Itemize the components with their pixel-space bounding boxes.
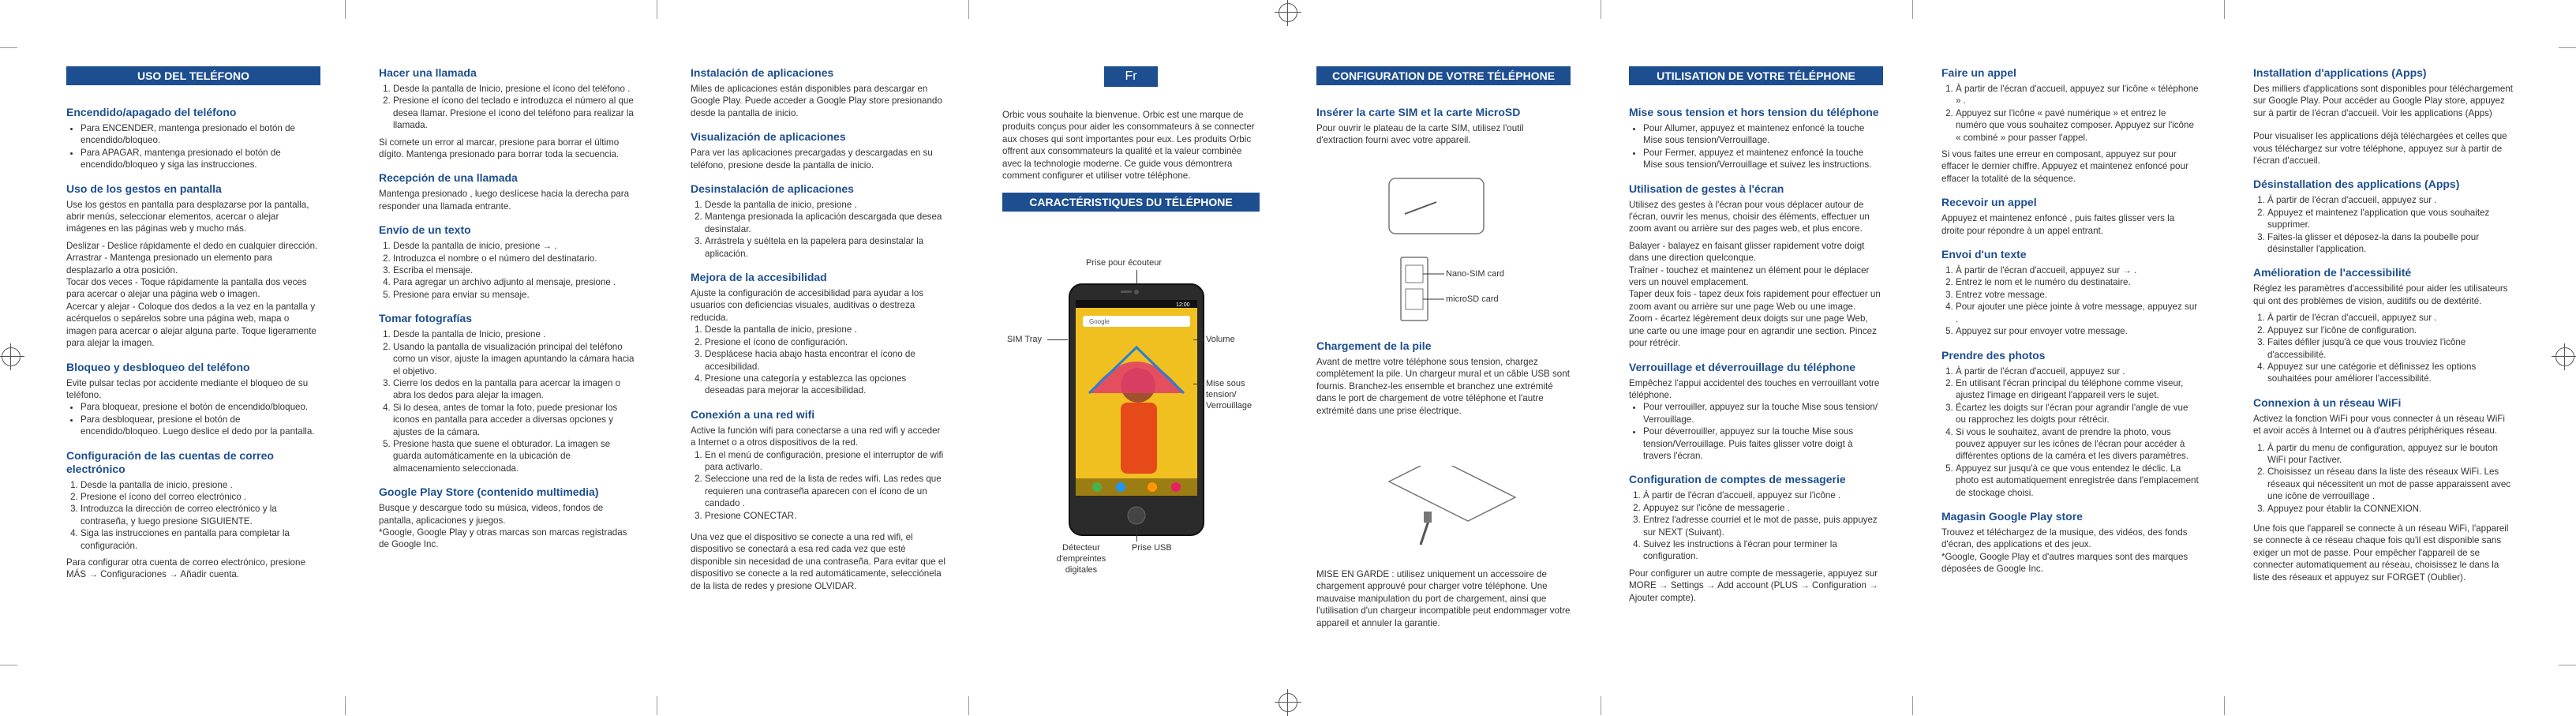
list-item: 5. Appuyez sur pour envoyer votre message. (1956, 325, 2199, 337)
list-item: 3. Cierre los dedos en la pantalla para acercar la imagen o abra los dedos para alejar la imagen. (393, 377, 636, 402)
crop-mark (0, 47, 17, 48)
list-item: • Pour déverrouiller, appuyez sur la touche Mise sous tension/Verrouillage. Puis faites glisser votre doigt à travers l'écran. (1643, 425, 1883, 462)
list-item: 3. Faites défiler jusqu'à ce que vous trouviez l'icône d'accessibilité. (2267, 336, 2514, 361)
list-item: 3. Escriba el mensaje. (393, 264, 636, 276)
paragraph: Para ver las aplicaciones precargadas y descargadas en su teléfono, presione desde la pantalla de inicio. (691, 148, 933, 171)
list-item: 4. Pour ajouter une pièce jointe à votre message, appuyez sur . (1956, 301, 2199, 325)
paragraph: Una vez que el dispositivo se conecte a una red wifi, el dispositivo se conectará a esa red cada vez que esté disponible sin necesidad de una contraseña. Para evitar que el dispositivo se conecte a la red automáticamente, selecciónela de la lista de redes y presione OLVIDAR. (691, 531, 945, 591)
numbered-list (2253, 194, 2514, 255)
section-title: Recevoir un appel (1941, 196, 2037, 209)
registration-mark-top (1279, 3, 1297, 22)
section-title: Configuración de las cuentas de correo electrónico (66, 448, 274, 475)
column-utilisation (1629, 66, 1883, 609)
paragraph: Active la función wifi para conectarse a una red wifi y acceder a Internet o a otros dispositivos de la red. (691, 425, 941, 448)
paragraph: Para configurar otra cuenta de correo electrónico, presione MÁS → Configuraciones → Añadir cuenta. (66, 557, 305, 580)
section-title: Hacer una llamada (379, 66, 477, 79)
charging-diagram (1373, 466, 1531, 553)
numbered-list (691, 449, 948, 522)
list-item: 2. Choisissez un réseau dans la liste des réseaux WiFi. Les réseaux qui nécessitent un mot de passe apparaissent avec une icône de verrouillage . (2267, 466, 2514, 502)
numbered-list (66, 479, 320, 552)
list-item: • Pour Allumer, appuyez et maintenez enfoncé la touche Mise sous tension/Verrouillage. (1643, 122, 1883, 147)
label-volume: Volume (1206, 335, 1235, 344)
paragraph: Arrastrar - Mantenga presionado un elemento para desplazarlo a otra posición. (66, 253, 273, 276)
list-item: • Para desbloquear, presione el botón de encendido/bloqueo. Luego deslice el dedo por la pantalla. (80, 414, 320, 438)
section-title: Recepción de una llamada (379, 171, 518, 185)
numbered-list (379, 83, 636, 132)
column-aplicaciones (691, 66, 948, 597)
nano-sim-slot (1406, 265, 1423, 283)
intro-paragraph: Orbic vous souhaite la bienvenue. Orbic est une marque de produits conçus pour aider les consommateurs à se connecter aux choses qui sont importantes pour eux. Les produits Orbic offrent aux consommateurs la qualité et la valeur combinée avec la technologie moderne. Ce guide vous démontrera comment configurer et utiliser votre téléphone. (1002, 110, 1255, 182)
section-title: Chargement de la pile (1316, 339, 1432, 352)
paragraph: Deslizar - Deslice rápidamente el dedo en cualquier dirección. (66, 240, 318, 251)
section-title: Prendre des photos (1941, 348, 2046, 362)
numbered-list (1629, 489, 1883, 562)
list-item: 1. À partir du menu de configuration, appuyez sur le bouton WiFi pour l'activer. (2267, 442, 2514, 467)
list-item: 1. Desde la pantalla de Inicio, presione el ícono del teléfono . (393, 83, 636, 95)
list-item: 1. À partir de l'écran d'accueil, appuyez sur . (1956, 365, 2199, 377)
section-title: Connexion à un réseau WiFi (2253, 395, 2402, 409)
section-title: Bloqueo y desbloqueo del teléfono (66, 360, 250, 373)
crop-mark (968, 696, 969, 715)
section-title: Insérer la carte SIM et la carte MicroSD (1316, 106, 1521, 118)
paragraph: Empêchez l'appui accidentel des touches en verrouillant votre téléphone. (1629, 377, 1880, 400)
crop-mark (1912, 0, 1913, 19)
section-title: Désinstallation des applications (Apps) (2253, 178, 2460, 191)
list-item: 2. Presione el ícono del teclado e introduzca el número al que desea llamar. Presione el ícono del teléfono para realizar la llamada. (393, 95, 636, 131)
list-item: 2. Presione el ícono de configuración. (705, 336, 948, 348)
list-item: 3. Arrástrela y suéltela en la papelera para desinstalar la aplicación. (705, 235, 948, 260)
list-item: 1. Desde la pantalla de Inicio, presione . (393, 328, 636, 340)
column-configuration (1316, 66, 1571, 152)
paragraph: Balayer - balayez en faisant glisser rapidement votre doigt dans une direction quelconque. (1629, 240, 1865, 264)
crop-mark (2224, 0, 2225, 19)
list-item: 1. En el menú de configuración, presione el interruptor de wifi para activarlo. (705, 449, 948, 474)
list-item: 1. À partir de l'écran d'accueil, appuyez sur . (2267, 312, 2514, 324)
crop-mark (2559, 47, 2576, 48)
section-title: Envoi d'un texte (1941, 248, 2027, 261)
person-body (1121, 403, 1157, 474)
paragraph: *Google, Google Play y otras marcas son marcas registradas de Google Inc. (379, 527, 627, 550)
numbered-list (1941, 264, 2199, 337)
list-item: 4. Siga las instrucciones en pantalla para completar la configuración. (80, 527, 320, 552)
section-title: Amélioration de l'accessibilité (2253, 266, 2412, 279)
numbered-list (691, 324, 948, 396)
list-item: 3. Desplácese hacia abajo hasta encontrar el ícono de accesibilidad. (705, 348, 948, 373)
paragraph: Use los gestos en pantalla para desplazarse por la pantalla, abrir menús, seleccionar elementos, acercar o alejar imágenes en las páginas web y mucho más. (66, 199, 309, 234)
list-item: 1. Desde la pantalla de inicio, presione . (705, 199, 948, 211)
label-power: Mise sous tension/ Verrouillage (1206, 379, 1252, 410)
list-item: 5. Presione para enviar su mensaje. (393, 289, 636, 301)
paragraph: Miles de aplicaciones están disponibles para descargar en Google Play. Puede acceder a Google Play store presionando desde la pantalla de inicio. (691, 84, 942, 118)
label-usb: Prise USB (1132, 543, 1172, 553)
fingerprint-sensor (1128, 507, 1145, 524)
section-header: UTILISATION DE VOTRE TÉLÉPHONE (1629, 66, 1883, 85)
list-item: 4. Para agregar un archivo adjunto al mensaje, presione . (393, 276, 636, 288)
numbered-list (379, 328, 636, 474)
numbered-list (379, 240, 636, 301)
list-item: 2. Appuyez sur l'icône de configuration. (2267, 324, 2514, 336)
paragraph: Mantenga presionado , luego deslícese hacia la derecha para responder una llamada entrante. (379, 189, 630, 212)
paragraph: Des milliers d'applications sont disponibles pour téléchargement sur Google Play. Pour accéder au Google Play store, appuyez sur à partir de l'écran d'accueil. Voir les applications (Apps) (2253, 84, 2513, 118)
list-item: 3. Faites-la glisser et déposez-la dans la poubelle pour désinstaller l'application. (2267, 231, 2514, 256)
list-item: 3. Introduzca la dirección de correo electrónico y la contraseña, y luego presione SIGUIENTE. (80, 503, 320, 527)
list-item: 4. Si lo desea, antes de tomar la foto, puede presionar los iconos en pantalla para acceder a diversas opciones y ajustes de la cámara. (393, 402, 636, 438)
section-title: Configuration de comptes de messagerie (1629, 473, 1846, 486)
sim-tray-diagram (1357, 171, 1531, 328)
language-tab-fr: Fr (1104, 66, 1158, 87)
numbered-list (2253, 442, 2514, 515)
list-item: 2. Appuyez sur l'icône « pavé numérique » et entrez le numéro que vous souhaitez composer. Appuyez sur l'icône « combiné » pour passer l'appel. (1956, 107, 2199, 144)
section-title: Envío de un texto (379, 223, 471, 237)
section-header: USO DEL TELÉFONO (66, 66, 320, 85)
section-title: Uso de los gestos en pantalla (66, 182, 222, 195)
section-title: Installation d'applications (Apps) (2253, 66, 2427, 79)
paragraph: Traîner - touchez et maintenez un élément pour le déplacer vers un nouvel emplacement. (1629, 264, 1870, 288)
list-item: • Pour Fermer, appuyez et maintenez enfoncé la touche Mise sous tension/Verrouillage et suivez les instructions. (1643, 147, 1883, 171)
column-uso-del-telefono (66, 66, 320, 586)
phone-edge (1389, 178, 1484, 234)
callout-line (1047, 339, 1068, 340)
list-item: 4. Appuyez sur une catégorie et définissez les options souhaitées pour améliorer l'accessibilité. (2267, 361, 2514, 385)
list-item: 1. À partir de l'écran d'accueil, appuyez sur . (2267, 194, 2514, 206)
label-nano-sim: Nano-SIM card (1446, 269, 1504, 279)
paragraph: Busque y descargue todo su música, videos, fondos de pantalla, aplicaciones y juegos. (379, 503, 604, 526)
callout-line (1136, 526, 1137, 542)
paragraph: Si comete un error al marcar, presione para borrar el último dígito. Mantenga presionado para borrar toda la secuencia. (379, 137, 620, 160)
section-title: Encendido/apagado del teléfono (66, 106, 237, 118)
list-item: 1. À partir de l'écran d'accueil, appuyez sur → . (1956, 264, 2199, 276)
section-title: Conexión a una red wifi (691, 407, 815, 421)
crop-mark (2224, 696, 2225, 715)
list-item: 3. Écartez les doigts sur l'écran pour agrandir l'angle de vue ou rapprochez les doigts pour rétrécir. (1956, 402, 2199, 426)
paragraph: Si vous faites une erreur en composant, appuyez sur pour effacer le dernier chiffre. Appuyez et maintenez enfoncé pour effacer la totalité de la séquence. (1941, 149, 2188, 184)
registration-mark-bottom (1279, 693, 1297, 712)
paragraph: Avant de mettre votre téléphone sous tension, chargez complètement la pile. Un chargeur mural et un câble USB sont fournis. Branchez-les ensemble et branchez une extrémité dans le port de chargement de votre téléphone et l'autre extrémité dans une prise électrique. (1316, 357, 1570, 416)
label-sim-tray: SIM Tray (1007, 335, 1043, 344)
callout-line (1136, 270, 1137, 284)
list-item: 1. Desde la pantalla de inicio, presione → . (393, 240, 636, 252)
numbered-list (2253, 312, 2514, 384)
list-item: 2. Entrez le nom et le numéro du destinataire. (1956, 276, 2199, 288)
paragraph: Taper deux fois - tapez deux fois rapidement pour effectuer un zoom avant ou arrière sur une page Web ou une image. (1629, 289, 1881, 312)
list-item: 3. Entrez l'adresse courriel et le mot de passe, puis appuyez sur NEXT (Suivant). (1643, 514, 1883, 538)
bullet-list (1629, 401, 1883, 462)
section-title: Mise sous tension et hors tension du téléphone (1629, 106, 1879, 118)
crop-mark (1912, 696, 1913, 715)
paragraph: *Google, Google Play et d'autres marques sont des marques déposées de Google Inc. (1941, 551, 2188, 575)
usb-plug (1424, 512, 1432, 523)
list-item: 2. Usando la pantalla de visualización principal del teléfono como un visor, ajuste la imagen apuntando la cámara hacia el objetivo. (393, 341, 636, 377)
paragraph: Utilisez des gestes à l'écran pour vous déplacer autour de l'écran, ouvrir les menus, choisir des éléments, effectuer un zoom avant ou arrière sur des pages web, et plus encore. (1629, 199, 1870, 234)
paragraph: Activez la fonction WiFi pour vous connecter à un réseau WiFi et avoir accès à Internet ou à d'autres périphériques réseau. (2253, 413, 2505, 437)
registration-mark-right (2555, 347, 2574, 366)
section-title: Instalación de aplicaciones (691, 66, 834, 79)
paragraph: Evite pulsar teclas por accidente mediante el bloqueo de su teléfono. (66, 377, 309, 400)
numbered-list (691, 199, 948, 260)
usb-cable (1421, 521, 1428, 545)
callout-line (1193, 339, 1204, 340)
list-item: • Para bloquear, presione el botón de encendido/bloqueo. (80, 401, 320, 413)
list-item: • Para APAGAR, mantenga presionado el botón de encendido/bloqueo y siga las instrucciones. (80, 147, 320, 171)
section-title: Desinstalación de aplicaciones (691, 182, 854, 196)
paragraph: Pour visualiser les applications déjà téléchargées et celles que vous téléchargez sur votre téléphone, appuyez sur à partir de l'écran d'accueil. (2253, 131, 2507, 167)
section-title: Magasin Google Play store (1941, 509, 2083, 523)
paragraph: Pour ouvrir le plateau de la carte SIM, utilisez l'outil d'extraction fourni avec votre appareil. (1316, 123, 1524, 146)
section-title: Verrouillage et déverrouillage du téléphone (1629, 360, 1856, 373)
list-item: 1. Desde la pantalla de inicio, presione . (80, 479, 320, 491)
paragraph: Tocar dos veces - Toque rápidamente la pantalla dos veces para acercar o alejar una página web o imagen. (66, 277, 307, 300)
numbered-list (1941, 83, 2199, 144)
label-fingerprint: Détecteur d'empreintes digitales (1056, 543, 1106, 575)
section-header: CONFIGURATION DE VOTRE TÉLÉPHONE (1316, 66, 1571, 85)
list-item: 2. Appuyez et maintenez l'application que vous souhaitez supprimer. (2267, 207, 2514, 231)
paragraph: Acercar y alejar - Coloque dos dedos a la vez en la pantalla y acérquelos o sepárelos sobre una página web, mapa o imagen para acercar o alejar alguna parte. Toque ligeramente para alejar la imagen. (66, 301, 316, 349)
column-configuration-charging (1316, 339, 1571, 422)
crop-mark (968, 0, 969, 19)
paragraph: Pour configurer un autre compte de messagerie, appuyez sur MORE → Settings → Add account (PLUS → Configuration → Ajouter compte). (1629, 568, 1878, 603)
phone-diagram (1065, 283, 1208, 538)
warning-paragraph: MISE EN GARDE : utilisez uniquement un accessoire de chargement approuvé pour charger votre téléphone. Une mauvaise manipulation du port de chargement, ainsi que l'utilisation d'un chargeur incompatible peut endommager votre appareil et annuler la garantie. (1316, 569, 1571, 628)
list-item: 4. Suivez les instructions à l'écran pour terminer la configuration. (1643, 538, 1883, 563)
crop-mark (345, 696, 346, 715)
bullet-list (66, 401, 320, 437)
list-item: • Pour verrouiller, appuyez sur la touche Mise sous tension/ Verrouillage. (1643, 401, 1883, 425)
paragraph: Appuyez et maintenez enfoncé , puis faites glisser vers la droite pour répondre à un appel entrant. (1941, 213, 2175, 236)
column-appels (1941, 66, 2199, 580)
column-llamadas (379, 66, 636, 556)
list-item: 3. Presione CONECTAR. (705, 510, 948, 522)
section-title: Tomar fotografías (379, 312, 472, 325)
paragraph: Réglez les paramètres d'accessibilité pour aider les utilisateurs qui ont des problèmes de vision, auditifs ou de dextérité. (2253, 283, 2508, 306)
eject-pin (1405, 202, 1436, 214)
list-item: 4. Presione una categoría y establezca las opciones deseadas para mejorar la accesibilidad. (705, 373, 948, 397)
column-applications (2253, 66, 2514, 588)
list-item: 2. Presione el ícono del correo electrónico . (80, 491, 320, 503)
section-title: Google Play Store (contenido multimedia) (379, 485, 599, 499)
phone-bottom (1389, 466, 1515, 521)
column-caracteristiques (1002, 66, 1260, 232)
list-item: 1. À partir de l'écran d'accueil, appuyez sur l'icône « téléphone » . (1956, 83, 2199, 107)
bullet-list (66, 122, 320, 171)
section-title: Utilisation de gestes à l'écran (1629, 182, 1784, 195)
search-text: Google (1089, 318, 1110, 325)
list-item: 5. Appuyez sur jusqu'à ce que vous entendez le déclic. La photo est automatiquement enregistrée dans l'emplacement de stockage choisi. (1956, 463, 2199, 499)
label-microsd: microSD card (1446, 294, 1499, 304)
microsd-slot (1406, 289, 1423, 309)
section-header: CARACTÉRISTIQUES DU TÉLÉPHONE (1002, 193, 1260, 212)
dock-icon (1116, 482, 1125, 492)
list-item: 2. Appuyez sur l'icône de messagerie . (1643, 502, 1883, 514)
list-item: 1. Desde la pantalla de inicio, presione . (705, 324, 948, 336)
list-item: 3. Appuyez pour établir la CONNEXION. (2267, 503, 2514, 515)
section-title: Mejora de la accesibilidad (691, 271, 827, 284)
paragraph: Zoom - écartez légèrement deux doigts sur une page Web, une carte ou une image pour en agrandir une section. Pincez pour rétrécir. (1629, 313, 1877, 349)
bullet-list (1629, 122, 1883, 171)
earpiece (1121, 291, 1132, 293)
list-item: 2. Seleccione una red de la lista de redes wifi. Las redes que requieren una contraseña aparecen con el ícono de un candado . (705, 473, 948, 509)
registration-mark-left (2, 347, 21, 366)
list-item: 2. Introduzca el nombre o el número del destinatario. (393, 253, 636, 264)
section-title: Faire un appel (1941, 66, 2016, 79)
paragraph: Une fois que l'appareil se connecte à un réseau WiFi, l'appareil se connecte à ce réseau chaque fois qu'il est disponible sans exiger un mot de passe. Pour empêcher l'appareil de se connecter automatiquement au réseau, choisissez le dans la liste des réseaux et appuyez sur FORGET (Oublier). (2253, 523, 2509, 583)
front-camera (1134, 290, 1139, 294)
paragraph: Ajuste la configuración de accesibilidad para ayudar a los usuarios con deficiencias visuales, auditivas o destreza reducida. (691, 288, 924, 323)
column-configuration-warning (1316, 568, 1571, 634)
crop-mark (345, 0, 346, 19)
list-item: 2. Mantenga presionada la aplicación descargada que desea desinstalar. (705, 211, 948, 235)
list-item: 4. Si vous le souhaitez, avant de prendre la photo, vous pouvez appuyer sur les icônes de l'écran pour accéder à différentes options de la caméra et les divers paramètres. (1956, 426, 2199, 463)
list-item: 2. En utilisant l'écran principal du téléphone comme viseur, ajustez l'image en dirigeant l'appareil vers le sujet. (1956, 377, 2199, 402)
dock-icon (1148, 482, 1157, 492)
dock-icon (1171, 482, 1181, 492)
clock-text: 12:00 (1176, 302, 1190, 308)
numbered-list (1941, 365, 2199, 499)
dock-icon (1092, 482, 1102, 492)
label-headphone-jack: Prise pour écouteur (1086, 258, 1162, 268)
list-item: 5. Presione hasta que suene el obturador. La imagen se guarda automáticamente en la ubicación de almacenamiento seleccionada. (393, 438, 636, 474)
list-item: 3. Entrez votre message. (1956, 289, 2199, 301)
section-title: Visualización de aplicaciones (691, 130, 846, 144)
list-item: 1. À partir de l'écran d'accueil, appuyez sur l'icône . (1643, 489, 1883, 501)
paragraph: Trouvez et téléchargez de la musique, des vidéos, des fonds d'écran, des applications et des jeux. (1941, 527, 2188, 550)
list-item: • Para ENCENDER, mantenga presionado el botón de encendido/bloqueo. (80, 122, 320, 147)
